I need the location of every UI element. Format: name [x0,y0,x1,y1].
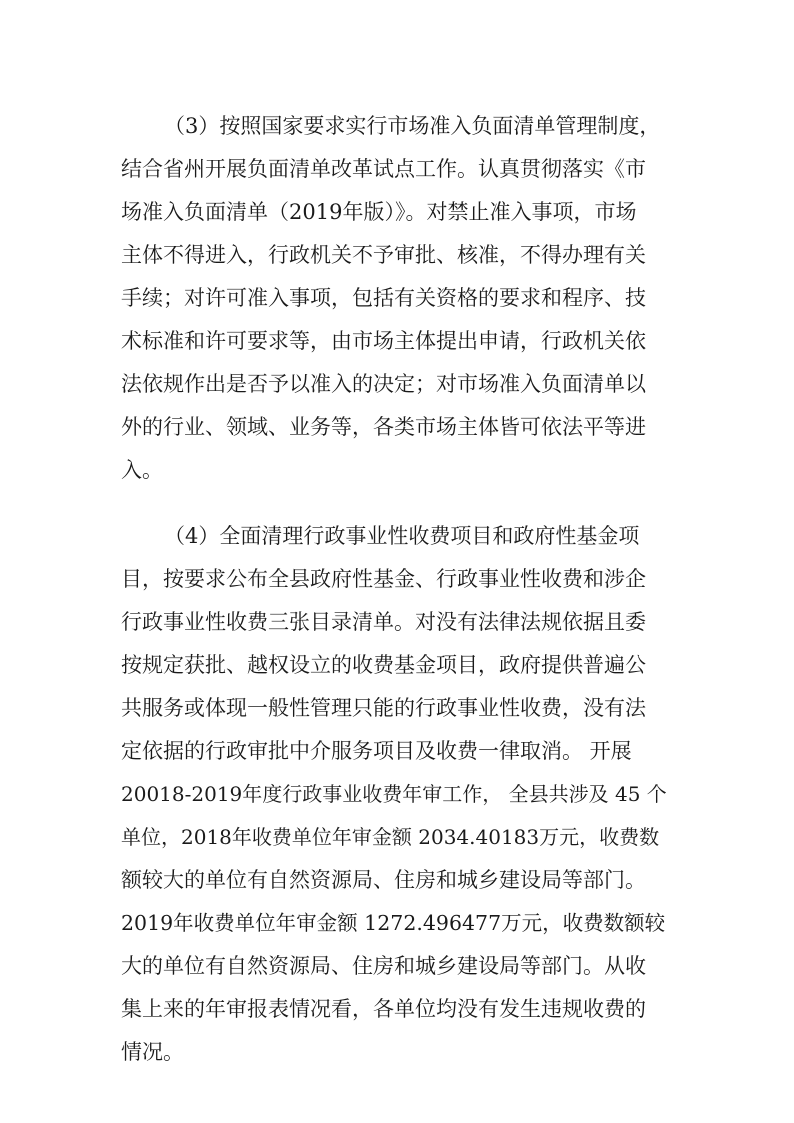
paragraph-2-line-11: 大的单位有自然资源局、住房和城乡建设局等部门。从收 [121,954,646,978]
paragraph-2-line-5: 共服务或体现一般性管理只能的行政事业性收费，没有法 [121,696,646,720]
paragraph-1-line-3: 场准入负面清单（2019年版）》。对禁止准入事项，市场 [121,200,637,224]
paragraph-2-line-9: 额较大的单位有自然资源局、住房和城乡建设局等部门。 [121,868,646,892]
paragraph-2-line-10: 2019年收费单位年审金额 1272.496477万元，收费数额较 [121,911,666,935]
paragraph-2-line-3: 行政事业性收费三张目录清单。对没有法律法规依据且委 [121,610,646,634]
paragraph-1-line-2: 结合省州开展负面清单改革试点工作。认真贯彻落实《市 [121,157,646,181]
paragraph-2-line-6: 定依据的行政审批中介服务项目及收费一律取消。 开展 [121,739,632,763]
paragraph-2-line-1: （4）全面清理行政事业性收费项目和政府性基金项 [164,524,640,548]
paragraph-2-line-12: 集上来的年审报表情况看，各单位均没有发生违规收费的 [121,997,646,1021]
paragraph-1-line-4: 主体不得进入，行政机关不予审批、核准，不得办理有关 [121,243,646,267]
paragraph-2-line-13: 情况。 [121,1040,184,1064]
paragraph-1-line-5: 手续；对许可准入事项，包括有关资格的要求和程序、技 [121,286,646,310]
paragraph-2-line-7: 20018-2019年度行政事业收费年审工作， 全县共涉及 45 个 [121,782,667,806]
paragraph-1-line-6: 术标准和许可要求等，由市场主体提出申请，行政机关依 [121,329,646,353]
paragraph-1-line-7: 法依规作出是否予以准入的决定；对市场准入负面清单以 [121,372,646,396]
paragraph-2-line-2: 目，按要求公布全县政府性基金、行政事业性收费和涉企 [121,567,646,591]
paragraph-2-line-8: 单位，2018年收费单位年审金额 2034.40183万元，收费数 [121,825,660,849]
paragraph-1-line-1: （3）按照国家要求实行市场准入负面清单管理制度， [164,114,661,138]
paragraph-1-line-8: 外的行业、领域、业务等，各类市场主体皆可依法平等进 [121,415,646,439]
paragraph-2-line-4: 按规定获批、越权设立的收费基金项目，政府提供普遍公 [121,653,646,677]
paragraph-1-line-9: 入。 [121,458,163,482]
